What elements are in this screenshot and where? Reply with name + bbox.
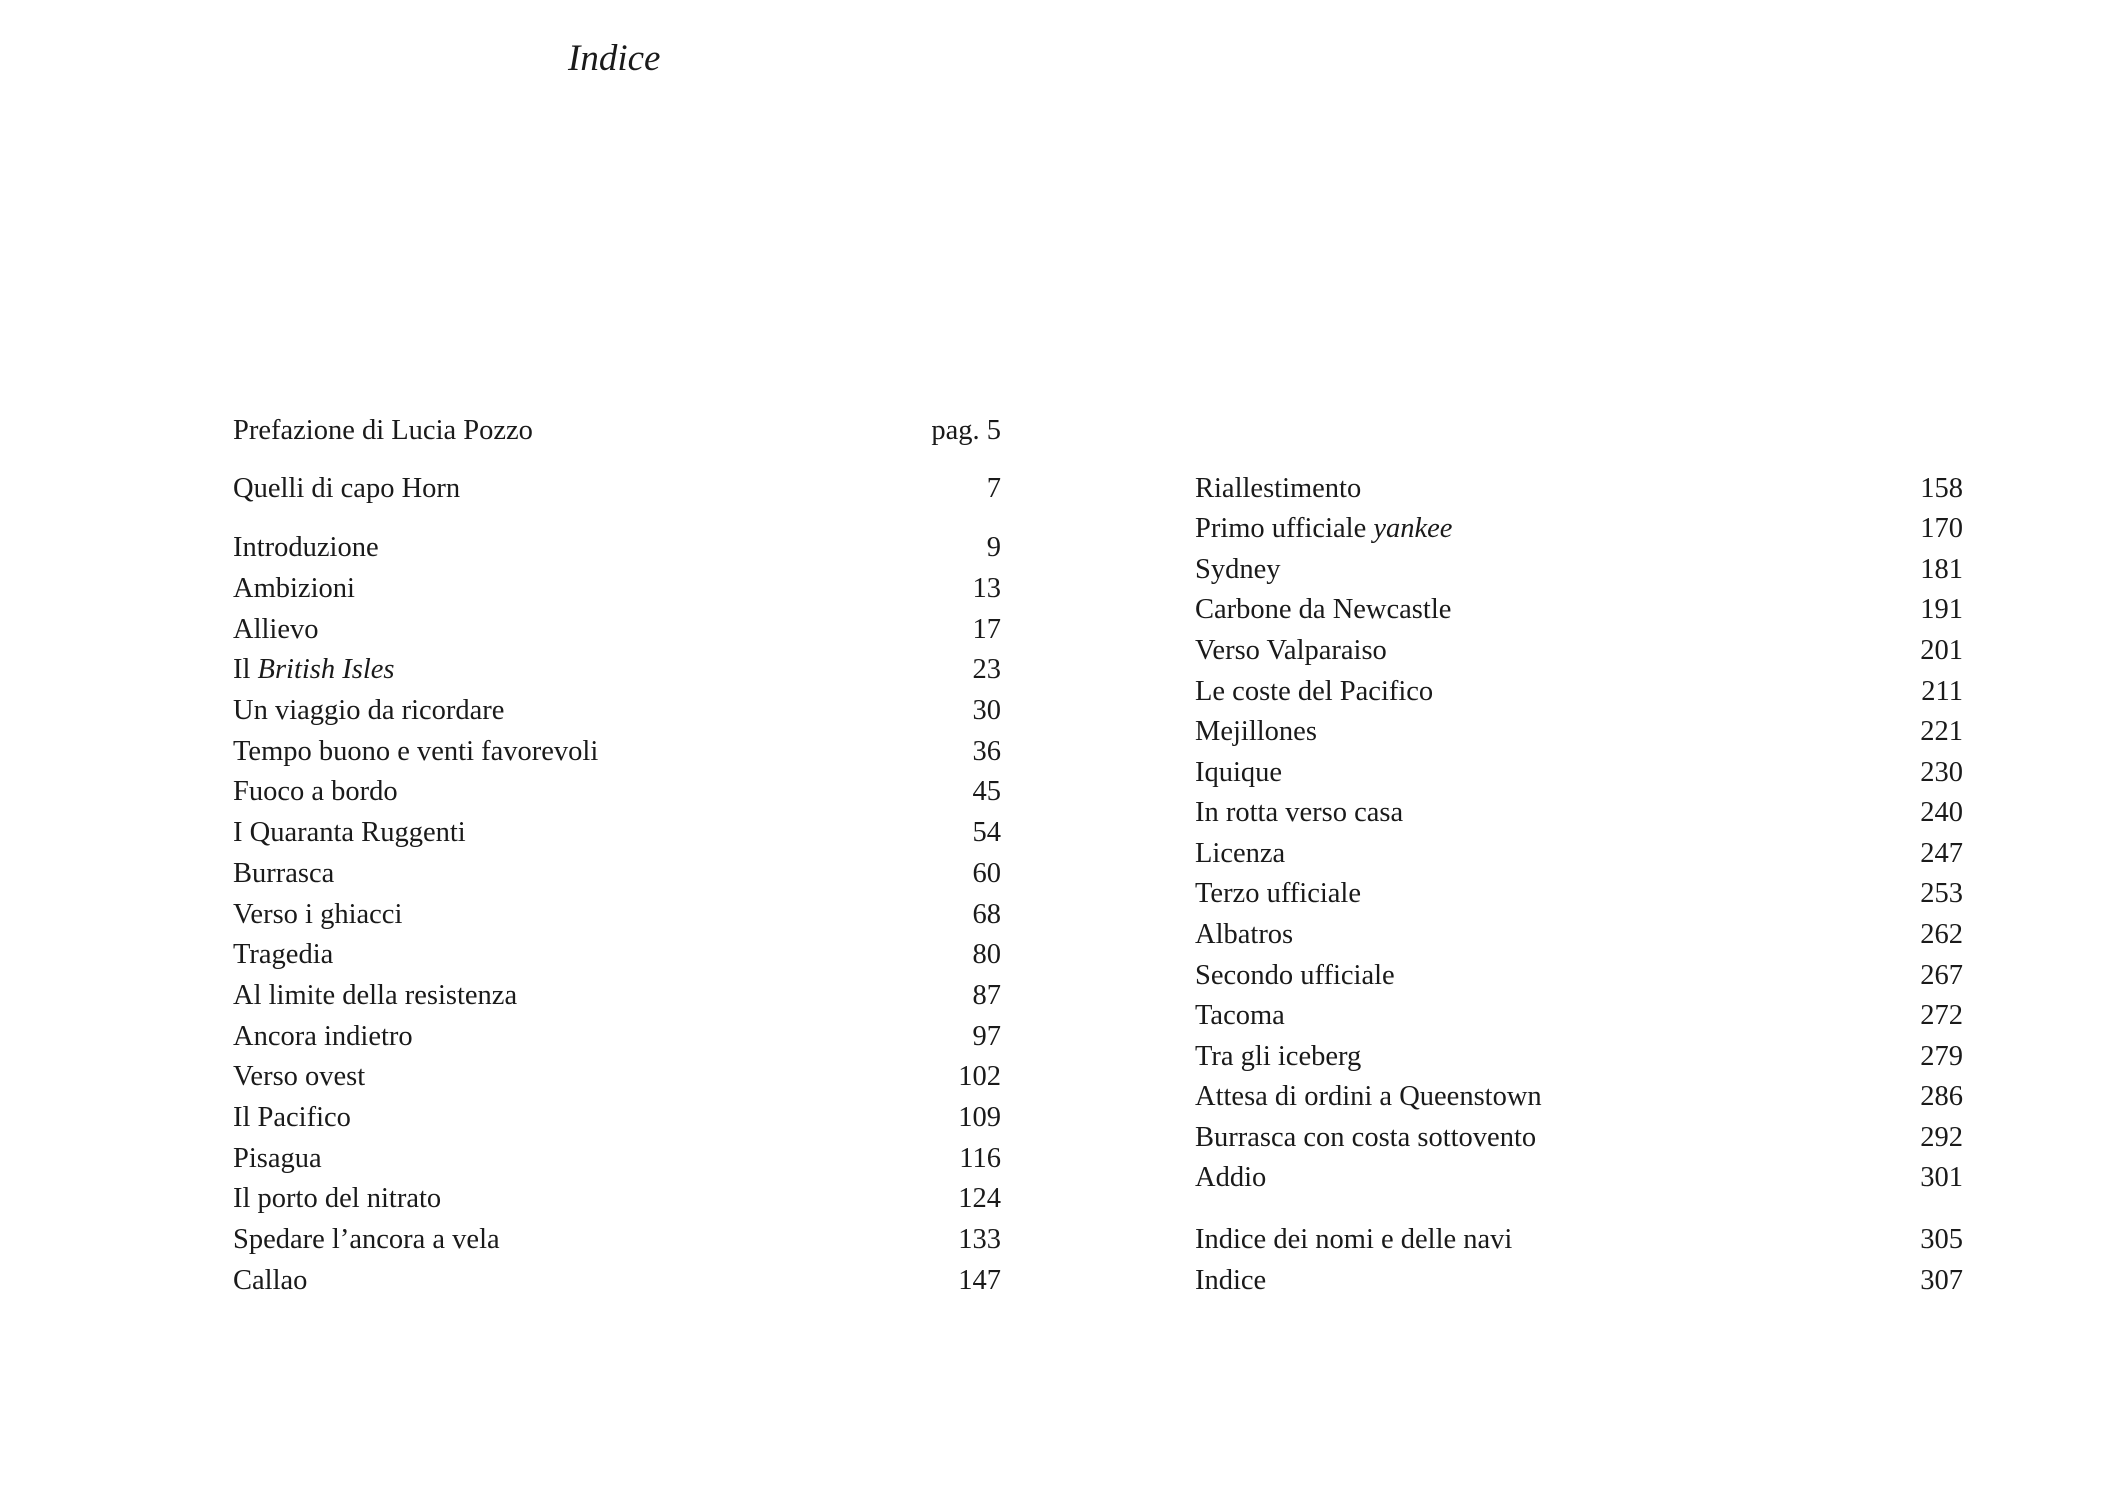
toc-entry-title: Il porto del nitrato (233, 1183, 442, 1214)
toc-entry-title: Prefazione di Lucia Pozzo (233, 415, 533, 446)
toc-entry-title: Secondo ufficiale (1195, 960, 1395, 991)
toc-entry[interactable] (233, 410, 1001, 451)
toc-entry-title: Verso Valparaiso (1195, 635, 1387, 666)
toc-entry[interactable] (1195, 833, 1963, 874)
toc-entry-page: 211 (1921, 676, 1963, 707)
toc-entry-title: Le coste del Pacifico (1195, 676, 1434, 707)
toc-entry-page: 286 (1920, 1081, 1963, 1112)
toc-entry-title: Tragedia (233, 939, 334, 970)
toc-entry-page: 60 (972, 858, 1001, 889)
toc-entry-title: Terzo ufficiale (1195, 878, 1362, 909)
toc-entry[interactable] (1195, 1076, 1963, 1117)
toc-entry-page: 23 (972, 654, 1001, 685)
toc-entry-page: 30 (972, 695, 1001, 726)
toc-entry-page: 87 (972, 980, 1001, 1011)
toc-entry[interactable] (233, 1260, 1001, 1301)
toc-entry-page: 292 (1920, 1122, 1963, 1153)
toc-entry-page: 191 (1920, 594, 1963, 625)
toc-entry-title (233, 649, 395, 690)
toc-entry[interactable] (233, 468, 1001, 509)
toc-entry-page: 181 (1920, 554, 1963, 585)
toc-entry-page: 13 (972, 573, 1001, 604)
toc-entry[interactable] (233, 934, 1001, 975)
toc-entry-title: Indice (1195, 1265, 1267, 1296)
toc-entry[interactable] (233, 731, 1001, 772)
toc-entry-page: 7 (986, 473, 1001, 504)
toc-entry[interactable] (233, 690, 1001, 731)
toc-entry[interactable] (1195, 752, 1963, 793)
toc-entry-page: 97 (972, 1021, 1001, 1052)
toc-entry-page: 9 (986, 532, 1001, 563)
toc-entry-title: Callao (233, 1265, 308, 1296)
toc-entry[interactable] (233, 609, 1001, 650)
toc-entry-title: Albatros (1195, 919, 1294, 950)
toc-entry[interactable] (1195, 671, 1963, 712)
toc-entry-title: Burrasca (233, 858, 335, 889)
toc-entry[interactable] (1195, 1260, 1963, 1301)
toc-entry-title: Ambizioni (233, 573, 355, 604)
toc-entry-title: Verso ovest (233, 1061, 366, 1092)
toc-entry-title-prefix: Primo ufficiale (1195, 513, 1374, 544)
toc-entry[interactable] (233, 1178, 1001, 1219)
toc-entry-page: 158 (1920, 473, 1963, 504)
toc-entry-title: Burrasca con costa sottovento (1195, 1122, 1537, 1153)
toc-entry-title: Fuoco a bordo (233, 776, 398, 807)
toc-entry[interactable] (233, 568, 1001, 609)
toc-entry[interactable] (1195, 1157, 1963, 1198)
toc-entry-title: In rotta verso casa (1195, 797, 1404, 828)
toc-entry[interactable] (1195, 508, 1963, 549)
toc-entry[interactable] (233, 894, 1001, 935)
toc-entry[interactable] (1195, 1219, 1963, 1260)
toc-entry[interactable] (1195, 792, 1963, 833)
toc-entry-title: Mejillones (1195, 716, 1317, 747)
toc-entry-page: 230 (1920, 757, 1963, 788)
toc-entry[interactable] (233, 527, 1001, 568)
toc-entry-page: 54 (972, 817, 1001, 848)
toc-entry-title: Indice dei nomi e delle navi (1195, 1224, 1513, 1255)
toc-entry[interactable] (1195, 468, 1963, 509)
toc-entry[interactable] (233, 853, 1001, 894)
toc-entry-page: 272 (1920, 1000, 1963, 1031)
toc-entry-page: 45 (972, 776, 1001, 807)
toc-entry[interactable] (233, 771, 1001, 812)
toc-entry-title: Sydney (1195, 554, 1281, 585)
toc-entry[interactable] (1195, 1117, 1963, 1158)
toc-entry-title: Tacoma (1195, 1000, 1285, 1031)
toc-entry[interactable] (1195, 955, 1963, 996)
toc-entry-title: Spedare l’ancora a vela (233, 1224, 500, 1255)
toc-entry-title-italic: yankee (1373, 513, 1453, 544)
toc-entry-page: 301 (1920, 1162, 1963, 1193)
toc-entry[interactable] (1195, 589, 1963, 630)
toc-entry-page: 240 (1920, 797, 1963, 828)
toc-entry-title: Tempo buono e venti favorevoli (233, 736, 599, 767)
toc-entry-page: 147 (958, 1265, 1001, 1296)
toc-entry[interactable] (233, 812, 1001, 853)
toc-entry-title: Iquique (1195, 757, 1283, 788)
toc-entry[interactable] (233, 1138, 1001, 1179)
toc-entry[interactable] (1195, 914, 1963, 955)
toc-entry[interactable] (1195, 995, 1963, 1036)
toc-entry-page: pag. 5 (931, 415, 1001, 446)
toc-entry-page: 305 (1920, 1224, 1963, 1255)
toc-entry[interactable] (233, 1097, 1001, 1138)
toc-entry[interactable] (233, 975, 1001, 1016)
toc-entry-page: 80 (972, 939, 1001, 970)
toc-entry-title: Un viaggio da ricordare (233, 695, 505, 726)
toc-entry-page: 133 (958, 1224, 1001, 1255)
toc-entry-title: Addio (1195, 1162, 1267, 1193)
toc-entry-title: Ancora indietro (233, 1021, 413, 1052)
toc-entry[interactable] (233, 1016, 1001, 1057)
toc-entry-page: 68 (972, 899, 1001, 930)
toc-entry-page: 109 (958, 1102, 1001, 1133)
toc-entry-page: 17 (972, 614, 1001, 645)
toc-entry-page: 170 (1920, 513, 1963, 544)
toc-entry-page: 247 (1920, 838, 1963, 869)
toc-entry[interactable] (1195, 873, 1963, 914)
toc-entry-page: 307 (1920, 1265, 1963, 1296)
toc-entry-page: 124 (958, 1183, 1001, 1214)
toc-entry-title: Al limite della resistenza (233, 980, 518, 1011)
toc-entry-title: Quelli di capo Horn (233, 473, 461, 504)
toc-entry-page: 279 (1920, 1041, 1963, 1072)
toc-entry-page: 116 (959, 1143, 1001, 1174)
toc-entry-page: 262 (1920, 919, 1963, 950)
toc-entry-page: 102 (958, 1061, 1001, 1092)
toc-entry-title: Carbone da Newcastle (1195, 594, 1452, 625)
toc-entry-page: 201 (1920, 635, 1963, 666)
toc-entry-title: Il Pacifico (233, 1102, 351, 1133)
toc-entry-title-italic: British Isles (257, 654, 395, 685)
toc-entry-title: Pisagua (233, 1143, 322, 1174)
toc-entry-page: 36 (972, 736, 1001, 767)
toc-entry-page: 221 (1920, 716, 1963, 747)
toc-entry[interactable] (1195, 1036, 1963, 1077)
toc-entry-title: Tra gli iceberg (1195, 1041, 1362, 1072)
toc-entry[interactable] (233, 1219, 1001, 1260)
toc-entry-page: 253 (1920, 878, 1963, 909)
toc-entry-title: Riallestimento (1195, 473, 1362, 504)
toc-entry[interactable] (233, 649, 1001, 690)
toc-entry-title: I Quaranta Ruggenti (233, 817, 466, 848)
toc-entry-title: Attesa di ordini a Queenstown (1195, 1081, 1542, 1112)
toc-entry[interactable] (1195, 630, 1963, 671)
toc-entry[interactable] (1195, 549, 1963, 590)
page-title: Indice (568, 38, 661, 79)
toc-entry-page: 267 (1920, 960, 1963, 991)
toc-entry-title: Allievo (233, 614, 319, 645)
toc-entry-title: Introduzione (233, 532, 379, 563)
toc-entry[interactable] (1195, 711, 1963, 752)
toc-entry-title: Licenza (1195, 838, 1286, 869)
toc-entry[interactable] (233, 1056, 1001, 1097)
toc-entry-title (1195, 508, 1452, 549)
toc-entry-title-prefix: Il (233, 654, 258, 685)
toc-entry-title: Verso i ghiacci (233, 899, 403, 930)
